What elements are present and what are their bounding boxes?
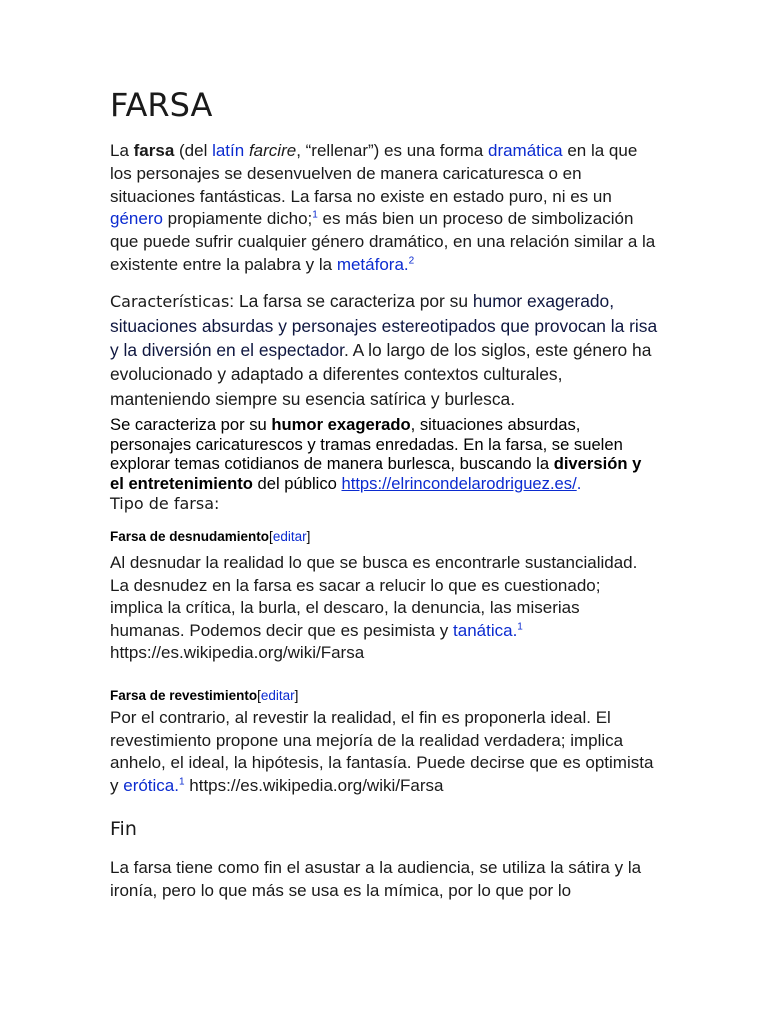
summary-text: Se caracteriza por su	[110, 414, 272, 434]
reference-1[interactable]: 1	[179, 776, 185, 788]
intro-text: es más bien un proceso de simbolización que puede sufrir cualquier género dramático, en una relación similar a la existente entre la palabra y la	[110, 209, 656, 274]
revestimiento-paragraph	[110, 707, 658, 797]
summary-bold: humor exagerado	[271, 414, 411, 434]
reference-1[interactable]: 1	[312, 209, 318, 221]
bracket: ]	[294, 687, 299, 703]
intro-text: .	[403, 254, 409, 274]
desnudamiento-heading	[110, 528, 658, 546]
intro-paragraph	[110, 140, 658, 277]
intro-text: , “rellenar”) es una forma	[296, 141, 488, 160]
summary-bold: diversión y el entretenimiento	[110, 454, 642, 494]
fin-heading: Fin	[110, 818, 137, 841]
tipo-heading: Tipo de farsa:	[110, 493, 220, 513]
intro-text: La	[110, 141, 134, 160]
summary-paragraph	[110, 415, 658, 494]
caracteristicas-text: : La farsa se caracteriza por su	[229, 290, 473, 311]
source-url-link[interactable]: https://elrincondelarodriguez.es/	[341, 474, 577, 494]
revestimiento-source: https://es.wikipedia.org/wiki/Farsa	[184, 775, 444, 795]
caracteristicas-paragraph	[110, 289, 658, 411]
bracket: [	[269, 528, 273, 544]
caracteristicas-text: . A lo largo de los siglos, este género ha evolucionado y adaptado a diferentes contextos culturales, manteniendo siempre su esencia satírica y burlesca.	[110, 340, 652, 409]
caracteristicas-highlight: humor exagerado, situaciones absurdas y personajes estereotipados que provocan la risa y la diversión en el espectador	[110, 290, 658, 361]
farsa-term: farsa	[133, 141, 175, 160]
genero-link[interactable]: género	[110, 209, 163, 229]
metafora-link[interactable]: metáfora	[336, 254, 404, 274]
caracteristicas-label: Características	[110, 291, 230, 311]
latin-link[interactable]: latín	[212, 141, 245, 160]
revestimiento-heading-text: Farsa de revestimiento	[110, 687, 258, 703]
reference-1[interactable]: 1	[517, 621, 523, 633]
intro-text: propiamente dicho;	[162, 209, 313, 229]
edit-revestimiento-link[interactable]: editar	[260, 687, 295, 703]
desnudamiento-heading-text: Farsa de desnudamiento	[110, 528, 270, 544]
summary-text: , situaciones absurdas, personajes caricaturescos y tramas enredadas. En la farsa, se suelen explorar temas cotidianos de manera burlesca, buscando la	[110, 414, 623, 474]
farcire-term: farcire	[248, 141, 297, 160]
dramatica-link[interactable]: dramática	[487, 141, 563, 160]
desnudamiento-source: https://es.wikipedia.org/wiki/Farsa	[110, 643, 365, 663]
fin-paragraph: La farsa tiene como fin el asustar a la audiencia, se utiliza la sátira y la ironía, pero lo que más se usa es la mímica, por lo que por lo	[110, 858, 642, 900]
bracket: ]	[306, 528, 311, 544]
intro-text: en la que los personajes se desenvuelven de manera caricaturesca o en situaciones fantásticas. La farsa no existe en estado puro, ni es un	[110, 141, 638, 206]
tanatica-link[interactable]: tanática	[453, 620, 513, 640]
bracket: [	[257, 687, 261, 703]
edit-desnudamiento-link[interactable]: editar	[272, 528, 307, 544]
desnudamiento-paragraph	[110, 552, 658, 665]
revestimiento-heading	[110, 687, 658, 705]
desnudamiento-text: .	[512, 620, 518, 640]
summary-text: del público	[252, 474, 342, 494]
intro-text: (del	[174, 141, 213, 160]
page-title: FARSA	[110, 86, 213, 124]
revestimiento-text: .	[174, 775, 179, 795]
desnudamiento-text: Al desnudar la realidad lo que se busca es encontrarle sustancialidad. La desnudez en la farsa es sacar a relucir lo que es cuestionado; implica la crítica, la burla, el descaro, la denuncia, las miserias humanas. Podemos decir que es pesimista y	[110, 552, 638, 640]
revestimiento-text: Por el contrario, al revestir la realidad, el fin es proponerla ideal. El revestimiento propone una mejoría de la realidad verdadera; implica anhelo, el ideal, la hipótesis, la fantasía. Puede decirse que es optimista y	[110, 707, 654, 795]
summary-text: .	[576, 474, 582, 494]
reference-2[interactable]: 2	[408, 255, 415, 267]
erotica-link[interactable]: erótica	[123, 775, 175, 795]
document-page	[110, 84, 658, 902]
